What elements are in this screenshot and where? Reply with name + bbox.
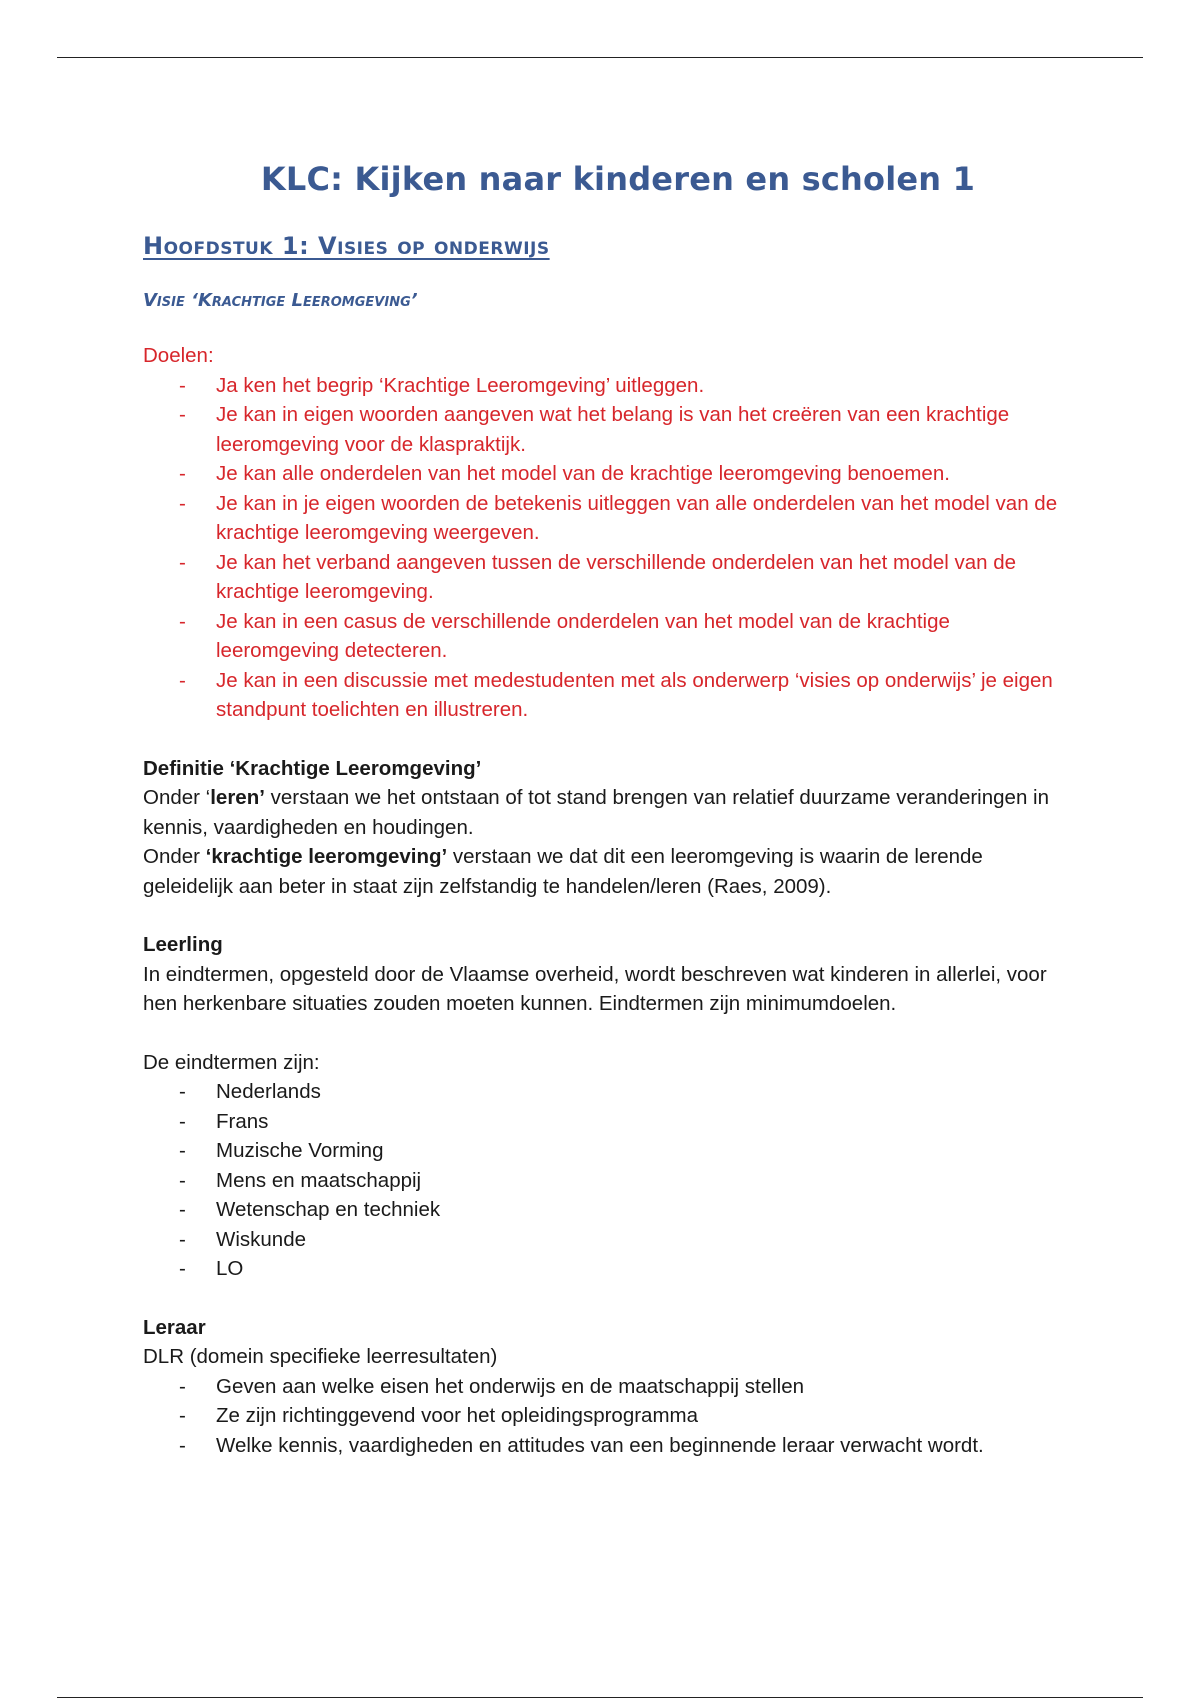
list-item xyxy=(143,1372,1063,1402)
list-item-text: Geven aan welke eisen het onderwijs en de maatschappij stellen xyxy=(216,1374,805,1398)
list-item xyxy=(143,371,1063,401)
dash-bullet: - xyxy=(179,1168,186,1192)
list-item-text: Ze zijn richtinggevend voor het opleidingsprogramma xyxy=(216,1404,699,1427)
eindtermen-list xyxy=(143,1077,1063,1284)
list-item-text: Frans xyxy=(216,1109,269,1133)
list-item-text: Ja ken het begrip ‘Krachtige Leeromgeving’ uitleggen. xyxy=(216,373,705,397)
list-item-text: LO xyxy=(216,1257,244,1280)
dash-bullet: - xyxy=(179,668,186,692)
list-item-text: Mens en maatschappij xyxy=(216,1168,422,1192)
list-item-text: Nederlands xyxy=(216,1080,321,1103)
dash-bullet: - xyxy=(179,550,186,574)
dash-bullet: - xyxy=(179,403,186,426)
list-item-text: Welke kennis, vaardigheden en attitudes van een beginnende leraar verwacht wordt. xyxy=(216,1433,984,1457)
leraar-block xyxy=(143,1313,1063,1461)
list-item xyxy=(143,1077,1063,1107)
doelen-label: Doelen: xyxy=(143,344,214,367)
document-title: KLC: Kijken naar kinderen en scholen 1 xyxy=(260,160,976,198)
leerling-text: In eindtermen, opgesteld door de Vlaamse overheid, wordt beschreven wat kinderen in allerlei, voor hen herkenbare situaties zouden moeten kunnen. Eindtermen zijn minimumdoelen. xyxy=(143,962,1047,1015)
list-item xyxy=(143,1254,1063,1284)
dash-bullet: - xyxy=(179,1404,186,1427)
leerling-block xyxy=(143,930,1063,1284)
list-item xyxy=(143,666,1063,725)
leraar-subtitle: DLR (domein specifieke leerresultaten) xyxy=(143,1345,498,1368)
dash-bullet: - xyxy=(179,1080,186,1103)
dash-bullet: - xyxy=(179,1374,186,1398)
doelen-list xyxy=(143,371,1063,725)
dash-bullet: - xyxy=(179,1139,186,1162)
list-item xyxy=(143,489,1063,548)
list-item-text: Je kan in eigen woorden aangeven wat het belang is van het creëren van een krachtige leeromgeving voor de klaspraktijk. xyxy=(216,403,1010,456)
chapter-heading: Hoofdstuk 1: Visies op onderwijs xyxy=(143,232,550,260)
dash-bullet: - xyxy=(179,609,186,633)
list-item xyxy=(143,1166,1063,1196)
dash-bullet: - xyxy=(179,373,186,397)
list-item xyxy=(143,459,1063,489)
definitie-block xyxy=(143,754,1063,902)
leraar-list xyxy=(143,1372,1063,1461)
list-item-text: Muzische Vorming xyxy=(216,1139,384,1162)
list-item-text: Je kan in een discussie met medestudenten met als onderwerp ‘visies op onderwijs’ je eigen standpunt toelichten en illustreren. xyxy=(216,668,1053,721)
header-rule xyxy=(57,57,1143,58)
dash-bullet: - xyxy=(179,1227,186,1251)
definitie-heading: Definitie ‘Krachtige Leeromgeving’ xyxy=(143,756,482,780)
list-item-text: Je kan in je eigen woorden de betekenis uitleggen van alle onderdelen van het model van de krachtige leeromgeving weergeven. xyxy=(216,491,1058,544)
definitie-leeromgeving: Onder ‘krachtige leeromgeving’ verstaan we dat dit een leeromgeving is waarin de lerende geleidelijk aan beter in staat zijn zelfstandig te handelen/leren (Raes, 2009). xyxy=(143,845,983,898)
dash-bullet: - xyxy=(179,491,186,515)
list-item xyxy=(143,1195,1063,1225)
list-item-text: Wetenschap en techniek xyxy=(216,1198,441,1221)
list-item xyxy=(143,548,1063,607)
footer-rule xyxy=(57,1697,1143,1698)
list-item xyxy=(143,1136,1063,1166)
dash-bullet: - xyxy=(179,462,186,485)
dash-bullet: - xyxy=(179,1109,186,1133)
list-item-text: Je kan het verband aangeven tussen de verschillende onderdelen van het model van de krachtige leeromgeving. xyxy=(216,550,1017,603)
doelen-block xyxy=(143,341,1063,725)
list-item xyxy=(143,1401,1063,1431)
list-item xyxy=(143,1107,1063,1137)
definitie-leren: Onder ‘leren’ verstaan we het ontstaan of tot stand brengen van relatief duurzame veranderingen in kennis, vaardigheden en houdingen. xyxy=(143,786,1049,839)
list-item-text: Wiskunde xyxy=(216,1227,307,1251)
list-item-text: Je kan in een casus de verschillende onderdelen van het model van de krachtige leeromgeving detecteren. xyxy=(216,609,950,662)
document-page xyxy=(143,160,1063,1460)
list-item xyxy=(143,1225,1063,1255)
dash-bullet: - xyxy=(179,1433,186,1457)
list-item xyxy=(143,607,1063,666)
list-item xyxy=(143,400,1063,459)
leraar-heading: Leraar xyxy=(143,1315,206,1339)
list-item xyxy=(143,1431,1063,1461)
dash-bullet: - xyxy=(179,1257,186,1280)
section-heading: Visie ‘Krachtige Leeromgeving’ xyxy=(143,290,418,311)
leerling-heading: Leerling xyxy=(143,933,223,956)
dash-bullet: - xyxy=(179,1198,186,1221)
eindtermen-label: De eindtermen zijn: xyxy=(143,1050,320,1074)
list-item-text: Je kan alle onderdelen van het model van de krachtige leeromgeving benoemen. xyxy=(216,462,950,485)
